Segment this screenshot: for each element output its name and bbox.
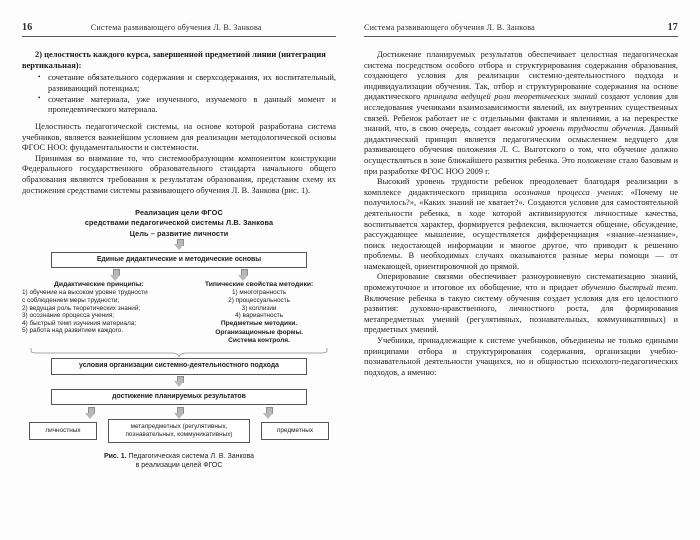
result-box-metasubject: метапредметных (регулятивных, познавательных, коммуникативных) [108, 419, 250, 443]
list-item: 1) многогранность [231, 289, 287, 297]
didactic-principles-column [22, 281, 176, 345]
body-paragraph [364, 271, 678, 335]
result-box-personal: личностных [29, 422, 97, 440]
right-running-head-title: Система развивающего обучения Л. В. Занкова [364, 23, 535, 32]
left-running-head-title: Система развивающего обучения Л. В. Занкова [90, 23, 262, 32]
figure-caption [22, 452, 336, 470]
emphasised-term: принципа ведущей роли теоретических знаний [423, 91, 598, 102]
list-item: • сочетание обязательного содержания и сверхсодержания, их воспитательный, развивающий потенциал; [48, 72, 336, 93]
down-arrow-icon [174, 376, 185, 388]
list-item: с соблюдением меры трудности; [22, 297, 120, 305]
result-box-subject: предметных [261, 422, 329, 440]
figure-1 [22, 208, 336, 470]
list-item: 4) вариантность [235, 312, 284, 320]
list-item: 3) осознание процесса учения; [22, 312, 115, 320]
down-arrow-icon [85, 407, 95, 418]
method-properties-heading: Типические свойства методики: [204, 281, 314, 289]
text-run: : «Почему не получилось?», «Каких знаний не хватает?». Создаются условия для самостоятельной деятельности ребенка, в ходе которой активизируются личностные качества, воспитывается характер, формируется рефлексия, включается общение, обсуждение, рассуждающее мышление, осуществляется дифференциация «знание–незнание», поиск недостающей информации и многое другое, что приводит к решению проблемы. В необходимых случаях оказываются разные меры помощи — от намекающей, ориентировочной до прямой. [364, 186, 679, 271]
list-item: • сочетание материала, уже изученного, изучаемого в данный момент и пропедевтического материала. [48, 94, 336, 115]
text-run: . Включение ребенка в такую систему обучения создает условия для его целостного развития: духовно-нравственного, личностного роста, для формирования метапредметных умений (регулятивных, познавательных, коммуникативных) и предметных умений. [364, 282, 678, 335]
body-paragraph [364, 176, 678, 271]
body-paragraph: Принимая во внимание то, что системообразующим компонентом конструкции Федерального государственного образовательного стандарта начального общего образования являются требования к результатам образования, представим схему их достижения средствами системы развивающего обучения Л. В. Занкова (рис. 1). [22, 152, 336, 195]
method-properties-list [182, 289, 336, 319]
principles-methods-columns [22, 281, 336, 345]
down-arrow-icon [174, 407, 184, 418]
figure-title-line-2: средствами педагогической системы Л.В. Занкова [84, 218, 274, 228]
text-run: создают условия для исследования учениками взаимозависимости явлений, их внутренних существенных связей. Ребенок работает не с отдельными фактами и явлениями, а на перекрестке знаний, что, в свою очередь, создает [364, 91, 679, 134]
method-sub-item: Предметные методики. [220, 320, 298, 328]
bullet-list [22, 72, 336, 115]
list-item: 4) быстрый темп изучения материала; [22, 319, 137, 327]
lead-paragraph: 2) целостность каждого курса, завершенной предметной линии (интеграция вертикальная): [22, 49, 326, 70]
figure-caption-line-2: в реализации целей ФГОС [135, 462, 223, 470]
body-paragraph [364, 335, 678, 377]
text-run: Оперирование связями обеспечивает разноуровневую систематизацию знаний, промежуточное и итоговое их обобщение, что и придает [364, 271, 678, 293]
figure-caption-label: Рис. 1. [103, 453, 127, 461]
down-arrow-icon [238, 269, 248, 280]
emphasised-term: обучению быстрый темп [581, 282, 676, 293]
didactic-principles-list [22, 289, 176, 335]
down-arrow-icon [110, 269, 120, 280]
list-item: 2) ведущая роль теоретических знаний; [22, 304, 141, 312]
text-run: Учебники, принадлежащие к системе учебников, объединены не только едиными принципами отбора и структурирования содержания, организации учебно-познавательной деятельности учащихся, но и общностью психолого-педагогических подходов, а именно: [364, 335, 678, 377]
right-page-body [364, 49, 678, 377]
list-item: 3) коллизии [241, 304, 277, 312]
text-run: . Данный дидактический принцип является педагогическим осмыслением ведущего для развивающего обучения положения Л. С. Выготского о том, что обучение должно осуществляться в зоне ближайшего развития ребенка. Это положение стало базовым и при разработке ФГОС НОО 2009 г. [364, 123, 678, 176]
branch-arrows [51, 268, 307, 281]
method-sub-item: Система контроля. [228, 337, 290, 345]
didactic-principles-heading: Дидактические принципы: [54, 281, 144, 289]
emphasised-term: высокий уровень трудности обучения [504, 123, 644, 134]
left-running-head [22, 22, 336, 37]
method-properties-column [182, 281, 336, 345]
text-run: Достижение планируемых результатов обеспечивает целостная педагогическая система посредством особого отбора и структурирования содержания образования, создающего условия для реализации системно-деятельностного подхода и индивидуализации обучения. Так, отбор и структурирование содержания на основе дидактического [364, 49, 678, 102]
body-paragraph [364, 49, 678, 176]
box-foundations: Единые дидактические и методические основы [51, 252, 307, 269]
result-boxes-row [29, 419, 329, 443]
text-run: Высокий уровень трудности ребенок преодолевает благодаря реализации в комплексе дидактического принципа [364, 176, 678, 197]
merge-brace-icon [29, 347, 329, 358]
list-item: 1) обучение на высоком уровне трудности [22, 289, 148, 297]
right-running-head [364, 22, 678, 37]
figure-title-line-1: Реализация цели ФГОС [135, 208, 223, 218]
body-paragraph: Целостность педагогической системы, на основе которой разработана система учебников, является важнейшим условием для реализации методологической основы ФГОС НОО: фундаментальности и системности. [22, 121, 336, 153]
down-arrow-icon [174, 239, 185, 251]
box-conditions: условия организации системно-деятельностного подхода [51, 358, 307, 375]
figure-caption-text: Педагогическая система Л. В. Занкова [126, 453, 255, 461]
down-arrow-icon [263, 407, 273, 418]
emphasised-term: осознания процесса учения [514, 186, 621, 197]
list-item: 2) процессуальность [228, 297, 290, 305]
box-results: достижение планируемых результатов [51, 389, 307, 406]
results-arrows [45, 406, 313, 419]
right-page [350, 0, 700, 540]
method-sub-item: Организационные формы. [215, 328, 303, 336]
right-folio: 17 [667, 22, 678, 33]
figure-title-line-3: Цель – развитие личности [129, 228, 229, 238]
list-item: 5) работа над развитием каждого. [22, 327, 124, 335]
left-folio: 16 [22, 22, 33, 33]
